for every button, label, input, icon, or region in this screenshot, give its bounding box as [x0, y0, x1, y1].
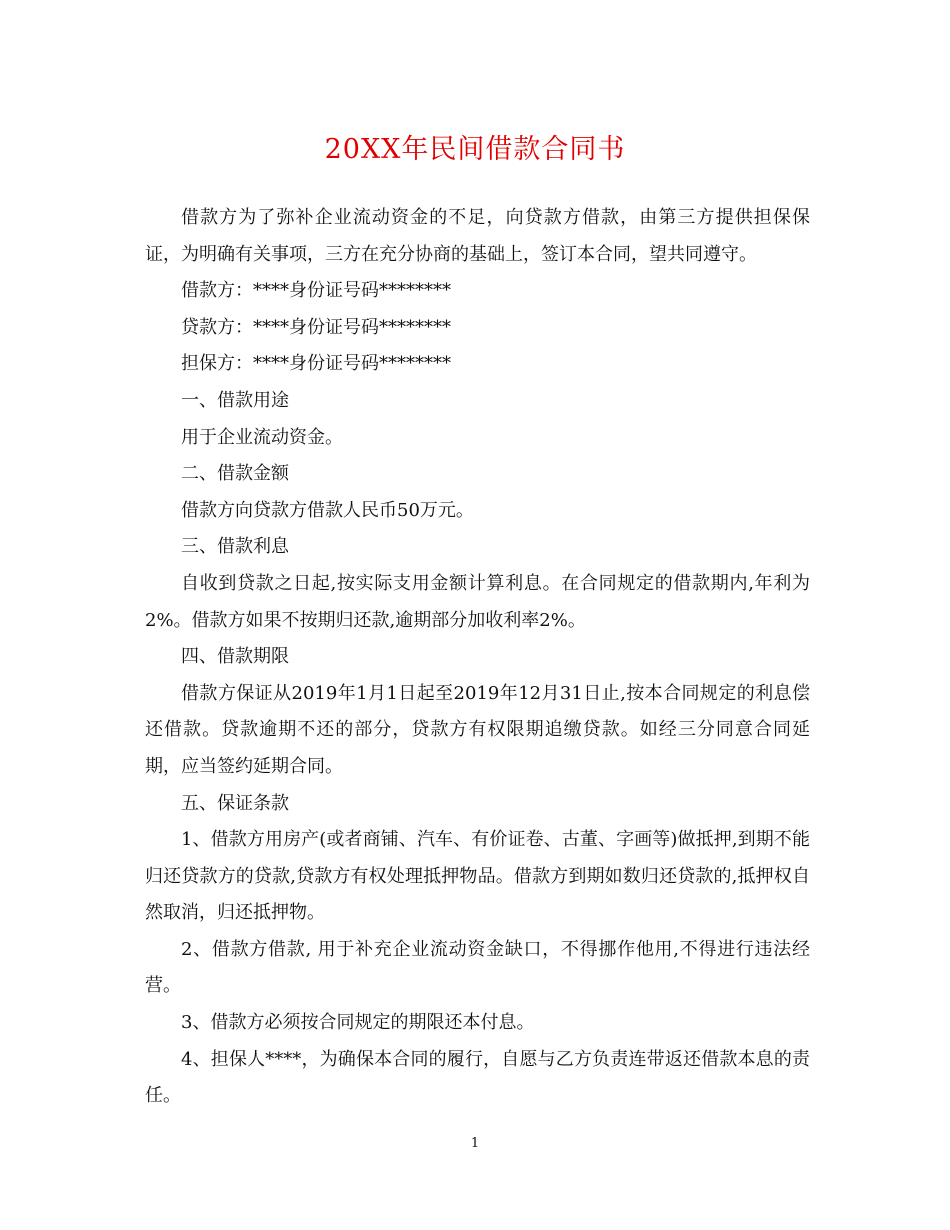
paragraph-borrower: 借款方：****身份证号码********: [181, 280, 451, 302]
clause-2: 2、借款方借款, 用于补充企业流动资金缺口，不得挪作他用,不得进行违法经营。: [145, 938, 810, 997]
paragraph-lender: 贷款方：****身份证号码********: [181, 316, 451, 338]
paragraph-intro: 借款方为了弥补企业流动资金的不足，向贷款方借款，由第三方提供担保保证，为明确有关事项，三方在充分协商的基础上，签订本合同，望共同遵守。: [145, 207, 810, 265]
paragraph-guarantor: 担保方：****身份证号码********: [181, 353, 451, 375]
clause-3: 3、借款方必须按合同规定的期限还本付息。: [181, 1012, 535, 1034]
paragraph-amount: 借款方向贷款方借款人民币50万元。: [181, 499, 474, 521]
clause-4: 4、担保人****，为确保本合同的履行，自愿与乙方负责连带返还借款本息的责任。: [145, 1048, 810, 1107]
clause-1: 1、借款方用房产(或者商铺、汽车、有价证卷、古董、字画等)做抵押,到期不能归还贷款方的贷款,贷款方有权处理抵押物品。借款方到期如数归还贷款的,抵押权自然取消，归还抵押物。: [145, 829, 810, 924]
page-number: 1: [470, 1136, 480, 1151]
document-body: [145, 200, 810, 1115]
section-heading-term: 四、借款期限: [181, 646, 289, 668]
paragraph-purpose: 用于企业流动资金。: [181, 426, 343, 448]
paragraph-term: 借款方保证从2019年1月1日起至2019年12月31日止,按本合同规定的利息偿还借款。贷款逾期不还的部分，贷款方有权限期追缴贷款。如经三分同意合同延期，应当签约延期合同。: [145, 682, 810, 777]
section-heading-purpose: 一、借款用途: [181, 389, 289, 411]
section-heading-amount: 二、借款金额: [181, 463, 289, 485]
document-title: 20XX年民间借款合同书: [324, 134, 626, 165]
section-heading-interest: 三、借款利息: [181, 536, 289, 558]
section-heading-guarantee: 五、保证条款: [181, 792, 289, 814]
paragraph-interest: 自收到贷款之日起,按实际支用金额计算利息。在合同规定的借款期内,年利为2%。借款方如果不按期归还款,逾期部分加收利率2%。: [145, 572, 810, 631]
